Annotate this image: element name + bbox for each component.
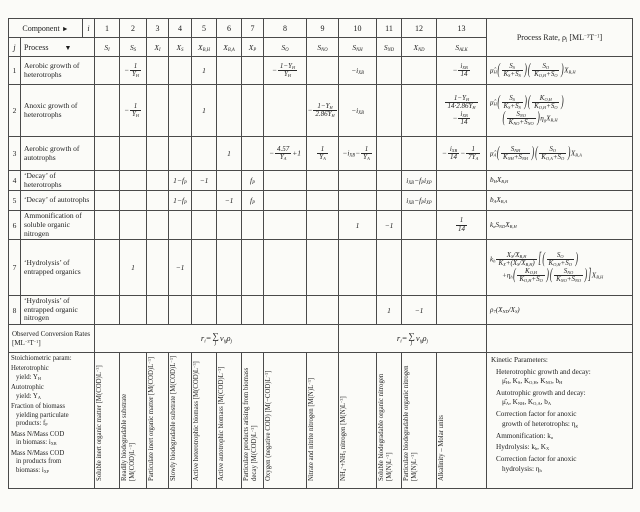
- matrix-cell: [169, 191, 192, 211]
- kinetic-line: Autotrophic growth and decay:: [496, 389, 586, 398]
- matrix-cell: [192, 137, 217, 171]
- matrix-cell: [120, 211, 147, 240]
- matrix-cell: [192, 85, 217, 137]
- asm1-matrix-table: [8, 18, 633, 489]
- matrix-cell: [242, 191, 264, 211]
- component-description: Nitrate and nitrite nitrogen $[M(N)L^{-3}]$: [306, 377, 315, 481]
- component-description: Particulate biodegradable organic nitrogen $[M(N)L^{-3}]$: [403, 365, 419, 481]
- column-number: 2: [120, 19, 147, 38]
- matrix-cell: [307, 296, 339, 325]
- stoich-line: Stoichiometric param:: [11, 355, 72, 362]
- matrix-cell: [242, 171, 264, 191]
- matrix-cell: [242, 211, 264, 240]
- column-number: 1: [95, 19, 120, 38]
- column-symbol: $S_{ALK}$: [437, 38, 487, 57]
- matrix-cell: [95, 137, 120, 171]
- formula-line: −1: [175, 263, 185, 273]
- stoichiometric-parameters: [9, 353, 95, 489]
- matrix-cell: [169, 240, 192, 296]
- component-description: Particulate products arising from biomass decay $[M(COD)L^{-3}]$: [243, 367, 259, 481]
- matrix-cell: [192, 296, 217, 325]
- formula-line: 1: [387, 305, 391, 315]
- matrix-cell: [147, 85, 169, 137]
- matrix-cell: [437, 296, 487, 325]
- process-name: Aerobic growth of autotrophs: [21, 137, 95, 171]
- component-description-cell: [402, 353, 437, 489]
- matrix-cell: [217, 191, 242, 211]
- matrix-cell: [437, 240, 487, 296]
- matrix-cell: [339, 211, 377, 240]
- process-number: 6: [9, 211, 21, 240]
- formula-line: $-i_{XB}$: [351, 106, 364, 117]
- matrix-cell: [217, 171, 242, 191]
- formula-line: $\frac{1}{14}$: [458, 216, 465, 233]
- matrix-cell: [192, 211, 217, 240]
- formula-line: $\frac{1}{Y_A}$: [319, 144, 326, 162]
- process-rate-cell: [487, 191, 633, 211]
- matrix-cell: [264, 211, 307, 240]
- component-description: Alkalinity – Molar units: [438, 415, 445, 481]
- formula-line: 1: [131, 263, 135, 273]
- matrix-cell: [402, 171, 437, 191]
- formula-line: − $\frac{1}{Y_H}$: [123, 101, 140, 119]
- stoich-line: Mass N/Mass COD: [11, 430, 65, 438]
- stoich-line: Heterotrophic: [11, 365, 49, 373]
- matrix-cell: [147, 240, 169, 296]
- header-row-component: [9, 19, 633, 38]
- component-description: Oxygen (negative COD) $[M(-COD)L^{-3}]$: [263, 370, 272, 481]
- matrix-cell: [192, 240, 217, 296]
- kinetic-line: Heterotrophic growth and decay:: [496, 367, 591, 376]
- matrix-cell: [339, 57, 377, 85]
- component-description-cell: [242, 353, 264, 489]
- matrix-cell: [242, 85, 264, 137]
- matrix-cell: [264, 240, 307, 296]
- formula-line: $\rho_7(X_{ND}/X_S)$: [490, 305, 520, 314]
- matrix-cell: [95, 171, 120, 191]
- process-row: [9, 137, 633, 171]
- kinetic-line: Ammonification: $k_a$: [496, 431, 553, 440]
- formula-line: $k_aS_{ND}X_{B,H}$: [490, 220, 517, 229]
- column-number: 3: [147, 19, 169, 38]
- matrix-cell: [339, 296, 377, 325]
- matrix-cell: [120, 240, 147, 296]
- formula-line: − $\frac{1}{Y_H}$: [123, 61, 140, 79]
- kinetic-line: Correction factor for anoxic: [496, 410, 577, 419]
- matrix-cell: [95, 191, 120, 211]
- matrix-cell: [242, 240, 264, 296]
- column-symbol: $X_S$: [169, 38, 192, 57]
- process-name: ‘Decay’ of heterotrophs: [21, 171, 95, 191]
- matrix-cell: [339, 171, 377, 191]
- formula-line: $-i_{XB}-$ $\frac{1}{Y_A}$: [342, 144, 370, 162]
- formula-line: −1: [384, 220, 394, 230]
- matrix-cell: [192, 57, 217, 85]
- matrix-cell: [402, 191, 437, 211]
- column-symbol: $X_{ND}$: [402, 38, 437, 57]
- process-name: Ammonification of soluble organic nitrogen: [21, 211, 95, 240]
- footer-row: [9, 353, 633, 489]
- kinetic-line: Correction factor for anoxic: [496, 455, 577, 464]
- down-arrow-icon: ▼: [64, 43, 72, 52]
- component-description-cell: [147, 353, 169, 489]
- conversion-rate-formula: $r_i=$ ∑ j $\nu_{ij}\rho_j$: [95, 325, 339, 353]
- matrix-cell: [217, 137, 242, 171]
- column-symbol: $S_{NO}$: [307, 38, 339, 57]
- component-description: Soluble biodegradable organic nitrogen $[M(N)L^{-3}]$: [378, 373, 394, 481]
- matrix-cell: [169, 211, 192, 240]
- process-row: [9, 85, 633, 137]
- matrix-cell: [307, 85, 339, 137]
- matrix-cell: [120, 85, 147, 137]
- matrix-cell: [120, 137, 147, 171]
- process-row: [9, 171, 633, 191]
- matrix-cell: [147, 171, 169, 191]
- matrix-cell: [339, 85, 377, 137]
- matrix-cell: [169, 137, 192, 171]
- stoich-line: in biomass: $i_{XB}$: [16, 439, 57, 447]
- matrix-cell: [264, 171, 307, 191]
- kinetic-line: $\mû_H$, $K_S$, $K_{O,H}$, $K_{NO}$, $b_H$: [502, 377, 563, 386]
- process-rate-header: Process Rate, $\rho_j$ $[ML^{-3}T^{-1}]$: [487, 19, 633, 57]
- process-row: [9, 211, 633, 240]
- stoich-line: Autotrophic: [11, 384, 44, 392]
- kinetic-line: Hydrolysis: $k_h$, $K_X$: [496, 443, 550, 452]
- process-row: [9, 57, 633, 85]
- column-number: 9: [307, 19, 339, 38]
- matrix-cell: [169, 57, 192, 85]
- process-rate-cell: [487, 171, 633, 191]
- matrix-cell: [120, 57, 147, 85]
- column-symbol: $S_I$: [95, 38, 120, 57]
- formula-line: $\mû_A$( $\frac{S_{NH}}{K_{NH}+S_{NH}}$ )( $\frac{S_O}{K_{O,A}+S_O}$ )$X_{B,A}$: [490, 143, 582, 162]
- component-description: Readily biodegradable substrate $[M(COD)L^{-3}]$: [121, 393, 137, 481]
- matrix-cell: [402, 85, 437, 137]
- kinetic-parameters: [487, 353, 633, 489]
- column-symbol: $X_P$: [242, 38, 264, 57]
- formula-line: −1: [414, 305, 424, 315]
- component-description: Active heterotrophic biomass $[M(COD)L^{-3}]$: [191, 361, 200, 481]
- formula-line: $1-f_P$: [173, 196, 187, 207]
- matrix-cell: [120, 296, 147, 325]
- matrix-cell: [169, 296, 192, 325]
- matrix-cell: [95, 57, 120, 85]
- matrix-cell: [307, 137, 339, 171]
- matrix-cell: [437, 57, 487, 85]
- stoich-line: biomass: $i_{XP}$: [16, 466, 50, 474]
- matrix-cell: [377, 191, 402, 211]
- component-description: Slowly biodegradable substrate $[M(COD)L^{-3}]$: [168, 355, 177, 481]
- matrix-cell: [377, 211, 402, 240]
- matrix-cell: [217, 211, 242, 240]
- matrix-cell: [339, 137, 377, 171]
- component-description-cell: [377, 353, 402, 489]
- matrix-cell: [307, 240, 339, 296]
- process-rate-cell: [487, 137, 633, 171]
- observed-rates-row: [9, 325, 633, 353]
- process-rate-cell: [487, 57, 633, 85]
- column-symbol: $X_I$: [147, 38, 169, 57]
- process-row: [9, 296, 633, 325]
- component-description-cell: [217, 353, 242, 489]
- matrix-cell: [307, 211, 339, 240]
- formula-line: − $\frac{4.57}{Y_A}$ +1: [268, 144, 302, 162]
- formula-line: 1: [355, 220, 360, 230]
- formula-line: − $\frac{i_{XB}}{14}$: [452, 109, 468, 126]
- formula-line: $i_{XB}-f_Pi_{XP}$: [406, 196, 432, 207]
- matrix-cell: [95, 240, 120, 296]
- matrix-cell: [192, 171, 217, 191]
- component-description-cell: [192, 353, 217, 489]
- matrix-cell: [402, 57, 437, 85]
- matrix-cell: [307, 191, 339, 211]
- empty-cell: [487, 325, 633, 353]
- formula-line: $\frac{1-Y_H}{14\cdot 2.86Y_H}$: [447, 93, 476, 111]
- column-number: 11: [377, 19, 402, 38]
- process-name: Anoxic growth of heterotrophs: [21, 85, 95, 137]
- matrix-cell: [264, 85, 307, 137]
- formula-line: 1: [227, 149, 231, 158]
- asm1-petersen-matrix-page: [8, 18, 633, 489]
- matrix-cell: [147, 137, 169, 171]
- formula-line: $b_HX_{B,H}$: [490, 176, 509, 185]
- matrix-cell: [217, 85, 242, 137]
- formula-line: $1-f_P$: [173, 176, 187, 187]
- formula-line: −1: [199, 176, 209, 186]
- matrix-cell: [437, 137, 487, 171]
- matrix-cell: [437, 211, 487, 240]
- kinetic-line: hydrolysis: $\eta_h$: [502, 464, 542, 473]
- formula-line: −1: [224, 196, 234, 206]
- stoich-line: yield: $Y_A$: [16, 392, 41, 400]
- process-row: [9, 240, 633, 296]
- formula-line: ( $\frac{S_{NO}}{K_{NO}+S_{NO}}$ )$\eta_gX_{B,H}$: [502, 108, 558, 127]
- matrix-cell: [95, 211, 120, 240]
- matrix-cell: [339, 191, 377, 211]
- matrix-cell: [402, 211, 437, 240]
- kinetic-line: growth of heterotrophs: $\eta_g$: [502, 419, 578, 428]
- process-number: 4: [9, 171, 21, 191]
- stoich-line: products: $f_P$: [16, 420, 48, 428]
- formula-line: 1: [202, 66, 206, 75]
- formula-line: − $\frac{i_{XB}}{14}$ − $\frac{1}{7Y_A}$: [441, 144, 479, 162]
- component-description-cell: [307, 353, 339, 489]
- process-number: 5: [9, 191, 21, 211]
- component-description-cell: [169, 353, 192, 489]
- matrix-cell: [264, 296, 307, 325]
- process-name: Aerobic growth of heterotrophs: [21, 57, 95, 85]
- matrix-cell: [377, 240, 402, 296]
- formula-line: $\mû_H$( $\frac{S_S}{K_S+S_S}$ )( $\frac{S_O}{K_{O,H}+S_O}$ )$X_{B,H}$: [490, 60, 576, 79]
- matrix-cell: [169, 171, 192, 191]
- component-description-cell: [264, 353, 307, 489]
- process-row: [9, 191, 633, 211]
- matrix-cell: [377, 171, 402, 191]
- formula-line: 1: [202, 106, 206, 115]
- matrix-cell: [147, 57, 169, 85]
- matrix-cell: [147, 191, 169, 211]
- matrix-body: [9, 19, 633, 489]
- matrix-cell: [147, 211, 169, 240]
- stoich-line: Fraction of biomass: [11, 403, 65, 411]
- formula-line: $-i_{XB}$: [351, 66, 364, 77]
- column-number: 12: [402, 19, 437, 38]
- column-number: 8: [264, 19, 307, 38]
- matrix-cell: [307, 171, 339, 191]
- process-rate-cell: [487, 85, 633, 137]
- right-arrow-icon: ►: [61, 24, 69, 33]
- column-symbol: $X_{B,A}$: [217, 38, 242, 57]
- column-symbol: $S_{ND}$: [377, 38, 402, 57]
- matrix-cell: [242, 137, 264, 171]
- component-header: Component ►: [9, 19, 83, 38]
- observed-rates-label: Observed Conversion Rates $[ML^{-3}T^{-1}]$: [9, 325, 95, 353]
- matrix-cell: [339, 240, 377, 296]
- kinetic-line: Kinetic Parameters:: [491, 356, 548, 364]
- component-description: Active autotrophic biomass $[M(COD)L^{-3}]$: [216, 366, 225, 481]
- column-number: 5: [192, 19, 217, 38]
- column-number: 13: [437, 19, 487, 38]
- matrix-cell: [264, 57, 307, 85]
- process-number: 8: [9, 296, 21, 325]
- stoich-line: yield: $Y_H$: [16, 373, 41, 382]
- matrix-cell: [437, 171, 487, 191]
- column-number: 7: [242, 19, 264, 38]
- component-description-cell: [95, 353, 120, 489]
- stoich-line: in products from: [16, 458, 62, 466]
- formula-line: − $\frac{i_{XB}}{14}$: [452, 61, 468, 78]
- component-description: Soluble inert organic matter $[M(COD)L^{-3}]$: [94, 365, 103, 481]
- matrix-cell: [192, 191, 217, 211]
- column-symbol: $S_S$: [120, 38, 147, 57]
- formula-line: − $\frac{1-Y_H}{Y_H}$: [271, 61, 296, 79]
- column-symbol: $X_{B,H}$: [192, 38, 217, 57]
- formula-line: $f_P$: [250, 176, 255, 187]
- formula-line: $b_AX_{B,A}$: [490, 196, 508, 205]
- matrix-cell: [437, 191, 487, 211]
- process-rate-cell: [487, 211, 633, 240]
- matrix-cell: [147, 296, 169, 325]
- formula-line: $k_h$ $\frac{X_S/X_{B,H}}{K_X+(X_S/X_{B,H})}$ [( $\frac{S_O}{K_{O,H}+S_O}$ ): [490, 249, 579, 268]
- process-header: Process ▼: [21, 38, 95, 57]
- column-number: 10: [339, 19, 377, 38]
- j-index-label: j: [9, 38, 21, 57]
- component-description-cell: [120, 353, 147, 489]
- matrix-cell: [437, 85, 487, 137]
- process-name: ‘Decay’ of autotrophs: [21, 191, 95, 211]
- formula-line: $\mû_H$( $\frac{S_S}{K_S+S_S}$ )( $\frac{K_{O,H}}{K_{O,H}+S_O}$ ): [490, 92, 564, 111]
- matrix-cell: [377, 85, 402, 137]
- formula-line: $+\eta_h$( $\frac{K_{O,H}}{K_{O,H}+S_O}$ )( $\frac{S_{NO}}{K_{NO}+S_{NO}}$ )]$X_{B,H}$: [502, 265, 604, 284]
- matrix-cell: [377, 137, 402, 171]
- process-number: 3: [9, 137, 21, 171]
- matrix-cell: [95, 296, 120, 325]
- matrix-cell: [264, 137, 307, 171]
- matrix-cell: [377, 296, 402, 325]
- component-description: Particulate inert organic matter $[M(COD)L^{-3}]$: [146, 356, 155, 481]
- component-description-cell: [339, 353, 377, 489]
- formula-line: $i_{XB}-f_Pi_{XP}$: [406, 176, 432, 187]
- component-description-cell: [437, 353, 487, 489]
- kinetic-line: $\mû_A$, $K_{NH}$, $K_{O,A}$, $b_A$: [502, 398, 552, 407]
- column-number: 6: [217, 19, 242, 38]
- process-rate-cell: [487, 296, 633, 325]
- matrix-cell: [377, 57, 402, 85]
- matrix-cell: [402, 240, 437, 296]
- conversion-rate-formula: $r_i=$ ∑ j $\nu_{ij}\rho_j$: [339, 325, 487, 353]
- formula-line: $f_P$: [250, 196, 255, 207]
- matrix-cell: [120, 171, 147, 191]
- matrix-cell: [217, 57, 242, 85]
- formula-line: − $\frac{1-Y_H}{2.86Y_H}$: [307, 101, 335, 119]
- matrix-cell: [242, 57, 264, 85]
- i-index-label: i: [83, 19, 95, 38]
- stoich-line: yielding particulate: [16, 411, 69, 419]
- process-number: 1: [9, 57, 21, 85]
- matrix-cell: [95, 85, 120, 137]
- column-number: 4: [169, 19, 192, 38]
- process-name: ‘Hydrolysis’ of entrapped organic nitrogen: [21, 296, 95, 325]
- matrix-cell: [120, 191, 147, 211]
- process-rate-cell: [487, 240, 633, 296]
- matrix-cell: [402, 296, 437, 325]
- process-number: 7: [9, 240, 21, 296]
- matrix-cell: [307, 57, 339, 85]
- process-number: 2: [9, 85, 21, 137]
- process-name: ‘Hydrolysis’ of entrapped organics: [21, 240, 95, 296]
- matrix-cell: [402, 137, 437, 171]
- matrix-cell: [217, 296, 242, 325]
- matrix-cell: [264, 191, 307, 211]
- column-symbol: $S_O$: [264, 38, 307, 57]
- matrix-cell: [169, 85, 192, 137]
- column-symbol: $S_{NH}$: [339, 38, 377, 57]
- component-description: $NH_4^++NH_3$ nitrogen $[M(N)L^{-3}]$: [338, 396, 348, 481]
- matrix-cell: [242, 296, 264, 325]
- stoich-line: Mass N/Mass COD: [11, 449, 65, 457]
- matrix-cell: [217, 240, 242, 296]
